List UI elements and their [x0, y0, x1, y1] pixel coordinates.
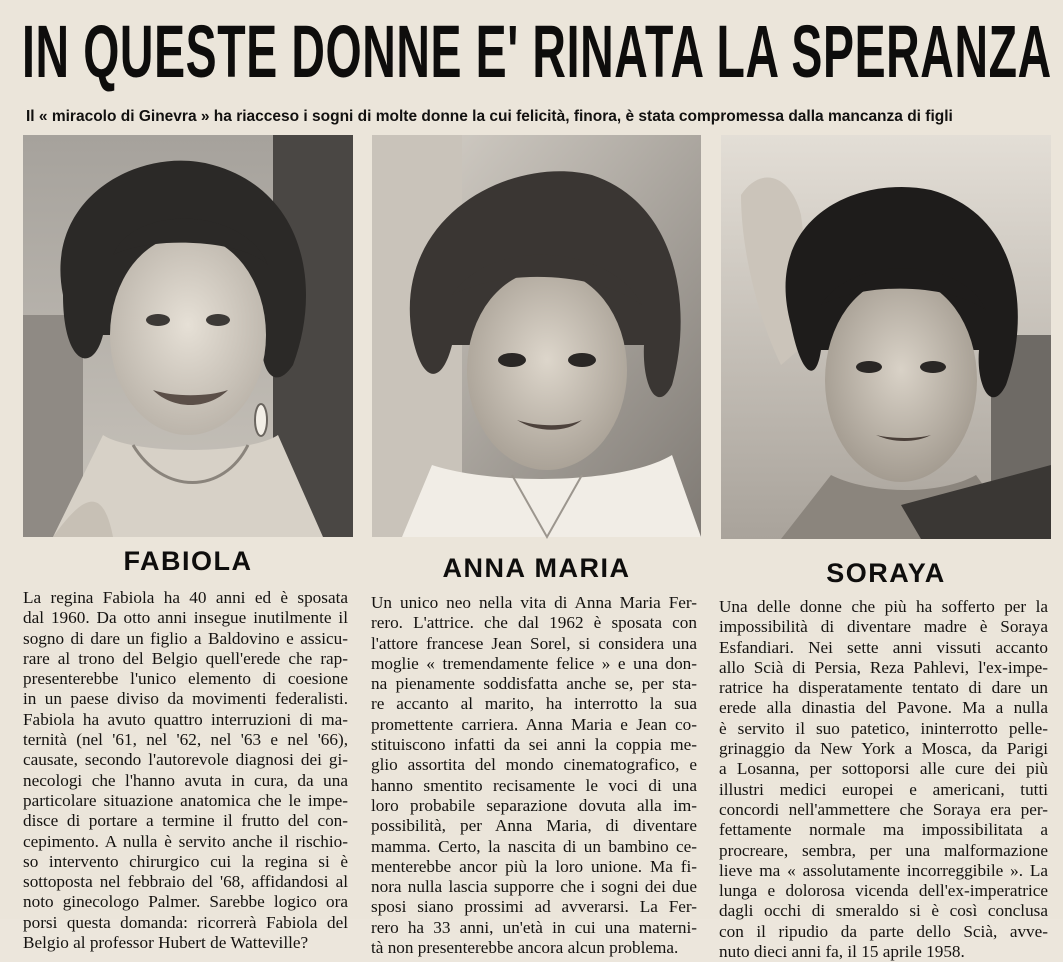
- article-text-line: lunga e dolorosa vicenda dell'ex-imperatrice: [719, 881, 1048, 901]
- article-text-line: hanno smentito recisamente le voci di una: [371, 775, 697, 795]
- article-text-line: sogno di dare un figlio a Baldovino e assicu-: [23, 628, 348, 648]
- article-text-line: dal 1960. Da otto anni insegue inutilmente il: [23, 608, 348, 628]
- article-text-line: procreare, sembra, per una malformazione: [719, 840, 1048, 860]
- article-text-line: promettente carriera. Anna Maria e Jean co-: [371, 714, 697, 734]
- article-text-line: concordi nell'ammettere che Soraya era per-: [719, 799, 1048, 819]
- article-text-line: moglie « tremendamente felice » e una don-: [371, 653, 697, 673]
- portrait-photo-soraya: [721, 135, 1051, 539]
- name-caption-fabiola: FABIOLA: [123, 546, 253, 576]
- subheadline: Il « miracolo di Ginevra » ha riacceso i sogni di molte donne la cui felicità, finora, è stata compromessa dalla mancanza di figli: [26, 108, 953, 125]
- article-text-line: rare al trono del Belgio quell'erede che rap-: [23, 648, 348, 668]
- article-text-line: noto ginecologo Palmer. Sarebbe logico ora: [23, 892, 348, 912]
- article-text-line: Esfandiari. Nei sette anni vissuti accanto: [719, 637, 1048, 657]
- article-text-line: illustri medici europei e americani, tutti: [719, 779, 1048, 799]
- article-column-anna-maria: [371, 593, 697, 958]
- article-column-soraya: [719, 597, 1048, 962]
- article-text-line: mamma. Certo, la nascita di un bambino ce-: [371, 836, 697, 856]
- article-text-line: loro probabile separazione dovuta alla im-: [371, 795, 697, 815]
- portrait-photo-fabiola: [23, 135, 353, 537]
- article-text-line: particolare situazione anatomica che le impe-: [23, 790, 348, 810]
- article-text-line: rero. L'attrice. che dal 1962 è sposata con: [371, 613, 697, 633]
- article-text-line: ternità (nel '61, nel '62, nel '63 e nel '66),: [23, 730, 348, 750]
- article-text-line: fettamente normale ma impossibilitata a: [719, 820, 1048, 840]
- article-text-line: sposi siano prossimi ad avverarsi. La Fer-: [371, 897, 697, 917]
- headline: IN QUESTE DONNE E' RINATA LA SPERANZA: [22, 10, 1052, 93]
- article-text-line: La regina Fabiola ha 40 anni ed è sposata: [23, 588, 348, 607]
- article-text-line: sottoposta nel febbraio del '68, affidandosi al: [23, 872, 348, 892]
- article-text-line: dagli occhi di smeraldo si è così conclusa: [719, 901, 1048, 921]
- article-text-line: possibilità, per Anna Maria, di diventare: [371, 816, 697, 836]
- article-text-line: menterebbe ancor più la loro unione. Ma fi-: [371, 856, 697, 876]
- article-text-line: glio assortita del mondo cinematografico, e: [371, 755, 697, 775]
- article-text-line: porsi questa domanda: ricorrerà Fabiola del: [23, 912, 348, 932]
- article-text-line: tà non presenterebbe ancora alcun problema.: [371, 938, 679, 958]
- article-text-line: ratrice ha disperatamente tentato di dare un: [719, 678, 1048, 698]
- name-caption-anna-maria: ANNA MARIA: [442, 553, 631, 583]
- article-text-line: allo Scià di Persia, Reza Pahlevi, l'ex-impe-: [719, 657, 1048, 677]
- article-column-fabiola: [23, 588, 348, 953]
- article-text-line: Una delle donne che più ha sofferto per la: [719, 597, 1048, 616]
- article-text-line: Fabiola ha avuto quattro interruzioni di ma-: [23, 709, 348, 729]
- article-text-line: in un paese diviso da movimenti federalisti.: [23, 689, 348, 709]
- article-text-line: stituiscono infatti da sei anni la coppia me-: [371, 735, 697, 755]
- article-text-line: lieve ma « assolutamente incorreggibile ». La: [719, 860, 1048, 880]
- article-text-line: necologi che l'hanno avuta in cura, da una: [23, 770, 348, 790]
- article-text-line: nuto dieci anni fa, il 15 aprile 1958.: [719, 942, 965, 962]
- article-text-line: na pienamente soddisfatta anche se, per sta-: [371, 674, 697, 694]
- article-text-line: impossibilità di diventare madre è Soraya: [719, 617, 1048, 637]
- article-text-line: cepimento. A nulla è servito anche il rischio-: [23, 831, 348, 851]
- article-text-line: erede alla dinastia del Pavone. Ma a nulla: [719, 698, 1048, 718]
- portrait-photo-anna-maria: [372, 135, 701, 537]
- article-text-line: nora nulla lascia supporre che i sogni dei due: [371, 877, 697, 897]
- article-text-line: Belgio al professor Hubert de Watteville?: [23, 933, 309, 953]
- article-text-line: disce di portare a termine il frutto del con-: [23, 811, 348, 831]
- article-text-line: è servito il suo patetico, ininterrotto pelle-: [719, 718, 1048, 738]
- article-text-line: l'attore francese Jean Sorel, si considera una: [371, 633, 697, 653]
- article-text-line: so intervento chirurgico cui la regina si è: [23, 851, 348, 871]
- article-text-line: Un unico neo nella vita di Anna Maria Fer-: [371, 593, 697, 612]
- article-text-line: rero ha 33 anni, un'età in cui una materni-: [371, 917, 697, 937]
- article-text-line: grinaggio da New York a Mosca, da Parigi: [719, 739, 1048, 759]
- article-text-line: re accanto al marito, ha interrotto la sua: [371, 694, 697, 714]
- article-text-line: a Losanna, per sottoporsi alle cure dei più: [719, 759, 1048, 779]
- article-text-line: presenterebbe l'unico elemento di coesione: [23, 669, 348, 689]
- name-caption-soraya: SORAYA: [826, 558, 946, 588]
- article-text-line: causate, secondo l'autorevole diagnosi dei gi-: [23, 750, 348, 770]
- article-text-line: con il ripudio da parte dello Scià, avve-: [719, 921, 1048, 941]
